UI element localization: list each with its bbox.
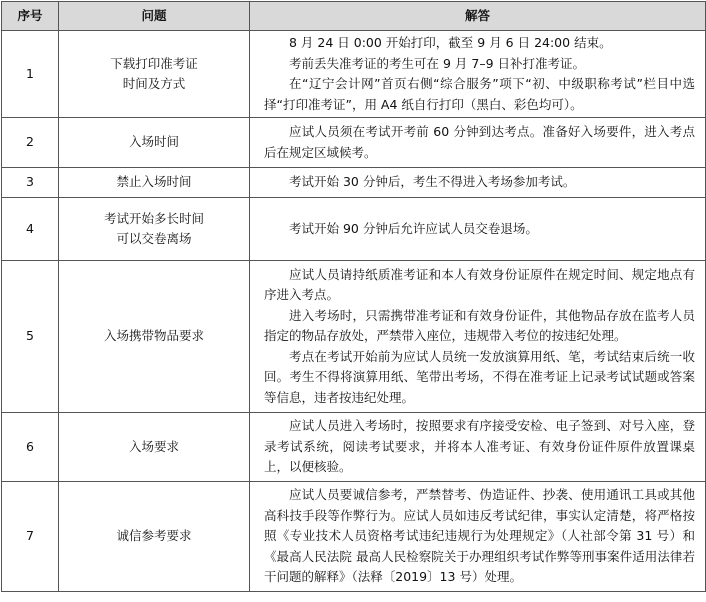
answer-paragraph: 考试开始 90 分钟后允许应试人员交卷退场。	[289, 220, 538, 236]
row-number: 2	[2, 118, 59, 168]
question-line: 入场要求	[128, 438, 179, 454]
table-row	[2, 198, 706, 261]
header-answer: 解答	[250, 2, 706, 31]
row-question	[59, 198, 250, 261]
row-answer	[250, 198, 706, 261]
answer-paragraph: 在“辽宁会计网”首页右侧“综合服务”项下“初、中级职称考试”栏目中选择“打印准考证”，用 A4 纸自行打印（黑白、彩色均可）。	[264, 76, 695, 112]
row-answer	[250, 118, 706, 168]
question-line: 下载打印准考证	[110, 55, 198, 71]
answer-paragraph: 应试人员进入考场时，按照要求有序接受安检、电子签到、对号入座，登录考试系统，阅读考试要求，并将本人准考证、有效身份证件原件放置课桌上，以便核验。	[264, 418, 695, 475]
row-question	[59, 118, 250, 168]
question-line: 入场时间	[128, 134, 179, 150]
question-line: 禁止入场时间	[116, 174, 192, 190]
answer-paragraph: 应试人员请持纸质准考证和本人有效身份证原件在规定时间、规定地点有序进入考点。	[264, 266, 695, 303]
row-number: 4	[2, 198, 59, 261]
answer-paragraph: 考前丢失准考证的考生可在 9 月 7–9 日补打准考证。	[289, 55, 586, 71]
header-number: 序号	[2, 2, 59, 31]
question-line: 可以交卷离场	[116, 231, 192, 246]
row-answer	[250, 31, 706, 118]
row-question	[59, 168, 250, 198]
row-answer	[250, 482, 706, 592]
answer-paragraph: 应试人员要诚信参考，严禁替考、伪造证件、抄袭、使用通讯工具或其他高科技手段等作弊行为。应试人员如违反考试纪律，事实认定清楚，将严格按照《专业技术人员资格考试违纪违规行为处理规定》（人社部令第 31 号）和《最高人民法院 最高人民检察院关于办理组织考试作弊等刑事案件适用法律若干问题的解释》（法释〔2019〕13 号）处理。	[264, 487, 695, 585]
question-line: 诚信参考要求	[116, 528, 192, 544]
table-row	[2, 482, 706, 592]
answer-paragraph: 应试人员须在考试开考前 60 分钟到达考点。准备好入场要件，进入考点后在规定区域候考。	[264, 124, 695, 160]
table-row	[2, 261, 706, 413]
question-line: 时间及方式	[122, 76, 186, 91]
row-number: 5	[2, 261, 59, 413]
answer-paragraph: 8 月 24 日 0:00 开始打印，截至 9 月 6 日 24:00 结束。	[289, 35, 612, 50]
question-line: 考试开始多长时间	[103, 210, 204, 226]
header-question: 问题	[59, 2, 250, 31]
question-line: 入场携带物品要求	[103, 328, 204, 344]
table-row	[2, 31, 706, 118]
row-number: 6	[2, 413, 59, 482]
header-row	[2, 2, 706, 31]
faq-table	[1, 1, 706, 592]
table-row	[2, 413, 706, 482]
table-row	[2, 118, 706, 168]
row-number: 3	[2, 168, 59, 198]
row-question	[59, 482, 250, 592]
answer-paragraph: 考试开始 30 分钟后，考生不得进入考场参加考试。	[289, 174, 576, 190]
row-question	[59, 31, 250, 118]
row-answer	[250, 168, 706, 198]
table-row	[2, 168, 706, 198]
answer-paragraph: 考点在考试开始前为应试人员统一发放演算用纸、笔，考试结束后统一收回。考生不得将演算用纸、笔带出考场，不得在准考证上记录考试试题或答案等信息，违者按违纪处理。	[264, 348, 695, 405]
row-question	[59, 413, 250, 482]
row-answer	[250, 261, 706, 413]
row-number: 1	[2, 31, 59, 118]
answer-paragraph: 进入考场时，只需携带准考证和有效身份证件，其他物品存放在监考人员指定的物品存放处，严禁带入座位，违规带入考位的按违纪处理。	[264, 307, 695, 344]
row-number: 7	[2, 482, 59, 592]
row-answer	[250, 413, 706, 482]
row-question	[59, 261, 250, 413]
